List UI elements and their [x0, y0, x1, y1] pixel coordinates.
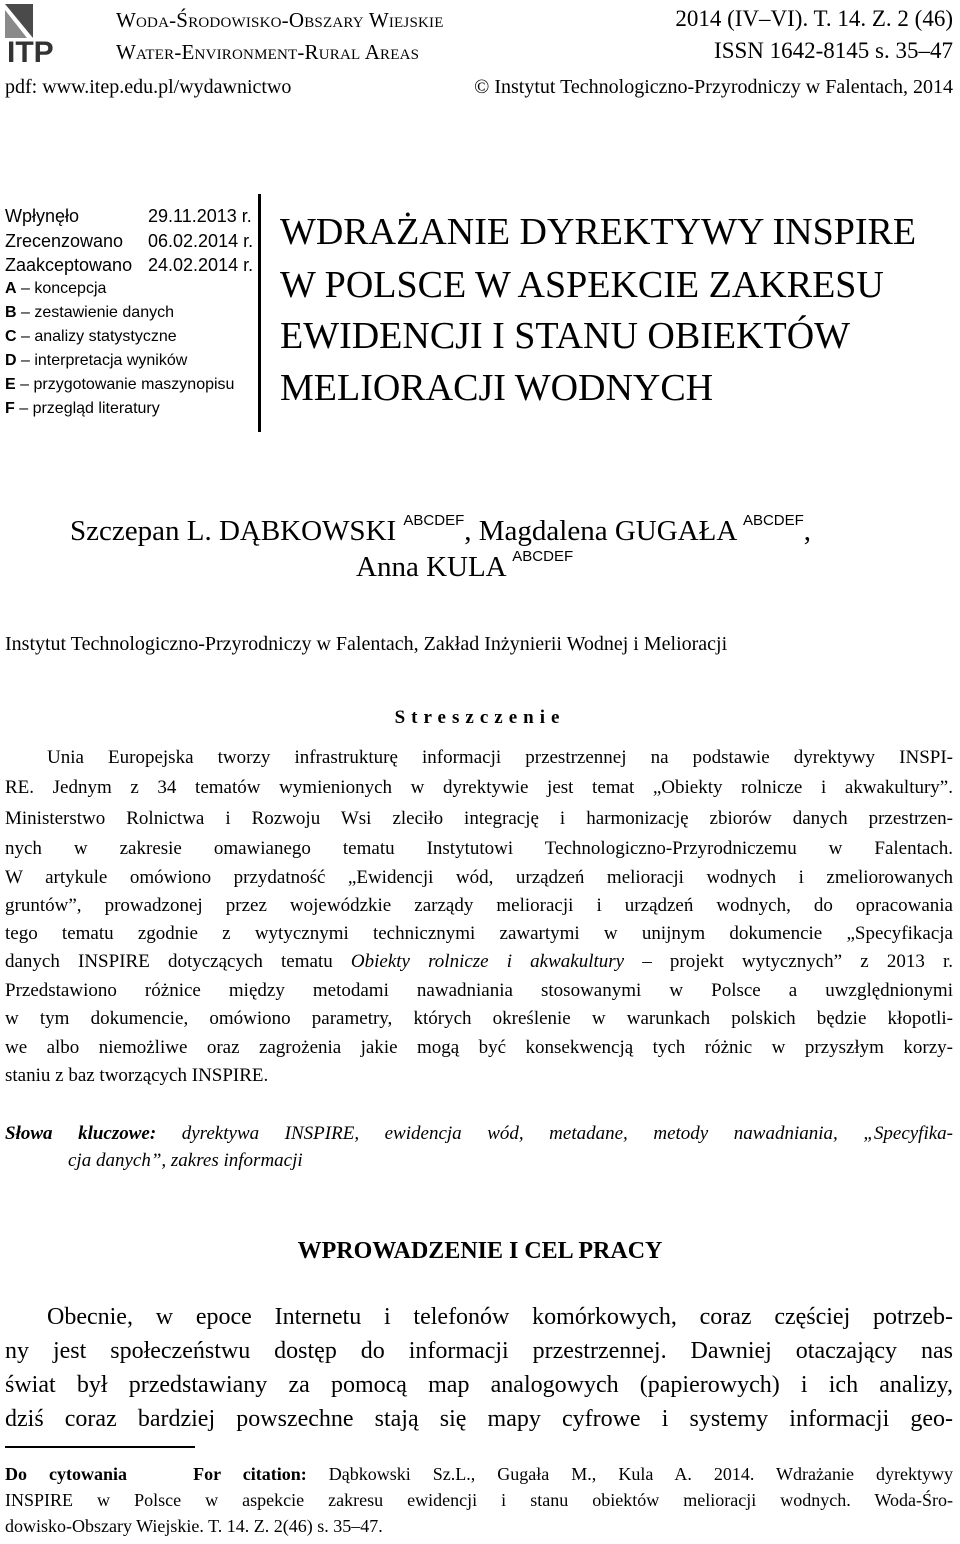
issue-info: 2014 (IV–VI). T. 14. Z. 2 (46)	[675, 6, 953, 31]
abstract-line: gruntów”, prowadzonej przez wojewódzkie zarządy melioracji i urządzeń wodnych, do opracowania	[5, 895, 953, 916]
author-name: Magdalena GUGAŁA	[478, 515, 736, 547]
citation-label: Do cytowania For citation:	[5, 1464, 307, 1484]
contribution-item: C – analizy statystyczne	[5, 328, 177, 345]
article-title-line: MELIORACJI WODNYCH	[280, 367, 714, 409]
abstract-heading: Streszczenie	[394, 707, 566, 728]
contribution-item: B – zestawienie danych	[5, 304, 174, 321]
abstract-line: nych w zakresie omawianego tematu Instytutowi Technologiczno-Przyrodniczemu w Falentach.	[5, 838, 953, 859]
citation-line: dowisko-Obszary Wiejskie. T. 14. Z. 2(46) s. 35–47.	[5, 1516, 383, 1536]
article-title-line: W POLSCE W ASPEKCIE ZAKRESU	[280, 264, 884, 306]
received-label: Wpłynęło	[5, 206, 80, 226]
article-title-line: EWIDENCJI I STANU OBIEKTÓW	[280, 315, 851, 357]
journal-title-en: Water-Environment-Rural Areas	[116, 40, 420, 64]
citation-line: INSPIRE w Polsce w aspekcie zakresu ewidencji i stanu obiektów melioracji wodnych. Woda-Śro-	[5, 1490, 953, 1510]
authors-line-2	[356, 548, 573, 584]
keywords-line: Słowa kluczowe: dyrektywa INSPIRE, ewidencja wód, metadane, metody nawadniania, „Specyfika-	[5, 1123, 953, 1144]
issn-pages: ISSN 1642-8145 s. 35–47	[714, 38, 953, 63]
contribution-item: F – przegląd literatury	[5, 400, 160, 417]
author-name: Szczepan L. DĄBKOWSKI	[70, 515, 397, 547]
abstract-line: w tym dokumencie, omówiono parametry, których określenie w warunkach polskich będzie kłopotli-	[5, 1008, 953, 1029]
author-contribution: ABCDEF	[403, 512, 465, 529]
journal-title-pl: Woda-Środowisko-Obszary Wiejskie	[116, 8, 444, 32]
abstract-line: danych INSPIRE dotyczących tematu Obiekty rolnicze i akwakultury – projekt wytycznych” z 2013 r.	[5, 951, 954, 972]
author-contribution: ABCDEF	[512, 548, 574, 565]
authors-line-1: Szczepan L. DĄBKOWSKI $^{ABCDEF}$, Magdalena GUGAŁA $^{ABCDEF}$,	[70, 512, 812, 547]
accepted-label: Zaakceptowano	[5, 255, 133, 275]
body-line: Obecnie, w epoce Internetu i telefonów komórkowych, coraz częściej potrzeb-	[47, 1304, 953, 1330]
abstract-line: W artykule omówiono przydatność „Ewidencji wód, urządzeń melioracji wodnych i zmeliorowanych	[5, 867, 953, 888]
logo-text: ITP	[7, 36, 54, 66]
keywords-label: Słowa kluczowe:	[5, 1123, 157, 1144]
contribution-item: A – koncepcja	[5, 280, 107, 297]
abstract-line: staniu z baz tworzących INSPIRE.	[5, 1065, 269, 1086]
abstract-italic-term: Obiekty rolnicze i akwakultury	[350, 951, 625, 972]
citation-line: Do cytowania For citation: Dąbkowski Sz.L., Gugała M., Kula A. 2014. Wdrażanie dyrektywy	[5, 1464, 953, 1484]
accepted-date: 24.02.2014 r.	[148, 255, 254, 275]
abstract-line: tego tematu zgodnie z wytycznymi technicznymi zawartymi w unijnym dokumencie „Specyfikacja	[5, 923, 953, 944]
footnote-rule	[5, 1446, 195, 1448]
abstract-line: Ministerstwo Rolnictwa i Rozwoju Wsi zleciło integrację i harmonizację zbiorów danych przestrzen-	[5, 808, 953, 829]
received-date: 29.11.2013 r.	[148, 206, 252, 226]
abstract-line: Przedstawiono różnice między metodami nawadniania stosowanymi w Polsce a uwzględnionymi	[5, 980, 953, 1001]
author-name: Anna KULA	[356, 551, 506, 583]
section-heading: WPROWADZENIE I CEL PRACY	[297, 1238, 663, 1264]
itp-logo	[3, 2, 89, 66]
article-title-line: WDRAŻANIE DYREKTYWY INSPIRE	[280, 211, 917, 253]
abstract-line: we albo niemożliwe oraz zagrożenia jakie mogą być konsekwencją tych różnic w przyszłym korzy-	[5, 1037, 953, 1058]
body-line: ny jest społeczeństwu dostęp do informacji przestrzennej. Dawniej otaczający nas	[5, 1338, 953, 1364]
contribution-item: E – przygotowanie maszynopisu	[5, 376, 235, 393]
abstract-line: Unia Europejska tworzy infrastrukturę informacji przestrzennej na podstawie dyrektywy INSPI-	[47, 747, 953, 768]
body-line: dziś coraz bardziej powszechne stają się mapy cyfrowe i systemy informacji geo-	[5, 1406, 953, 1432]
keywords-line: cja danych”, zakres informacji	[68, 1150, 303, 1171]
affiliation: Instytut Technologiczno-Przyrodniczy w Falentach, Zakład Inżynierii Wodnej i Melioracji	[5, 633, 728, 655]
body-line: świat był przedstawiany za pomocą map analogowych (papierowych) i ich analizy,	[5, 1372, 953, 1398]
copyright: © Instytut Technologiczno-Przyrodniczy w Falentach, 2014	[474, 76, 953, 98]
author-contribution: ABCDEF	[742, 512, 804, 529]
pdf-link[interactable]: pdf: www.itep.edu.pl/wydawnictwo	[5, 76, 292, 98]
vertical-divider	[258, 194, 261, 432]
reviewed-date: 06.02.2014 r.	[148, 231, 254, 251]
abstract-line: RE. Jednym z 34 tematów wymienionych w dyrektywie jest temat „Obiekty rolnicze i akwakultury”.	[5, 777, 953, 798]
reviewed-label: Zrecenzowano	[5, 231, 124, 251]
contribution-item: D – interpretacja wyników	[5, 352, 188, 369]
